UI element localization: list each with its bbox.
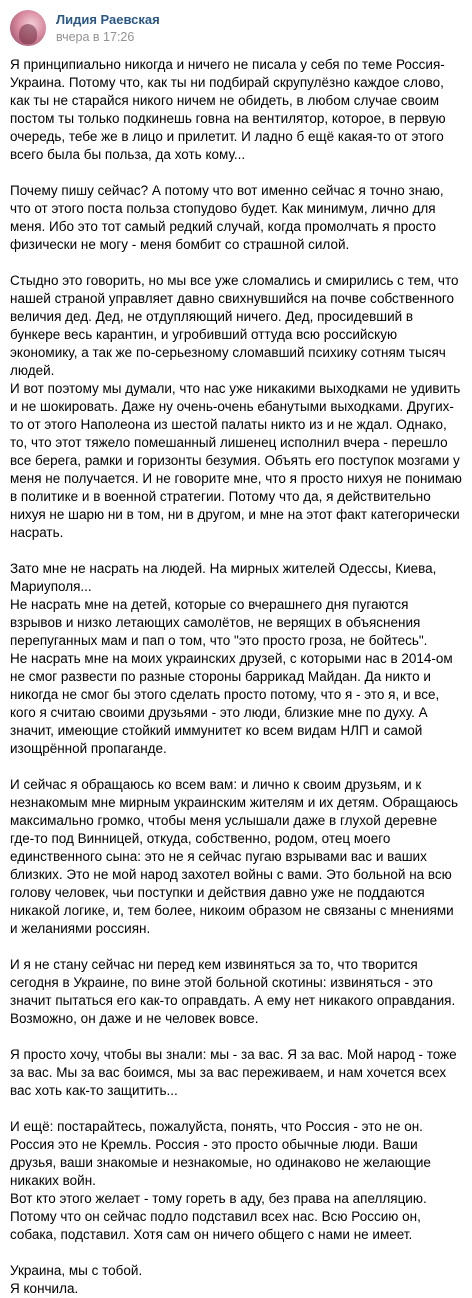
avatar[interactable]: [10, 10, 46, 46]
author-name[interactable]: Лидия Раевская: [56, 12, 160, 27]
post-meta: [56, 11, 160, 45]
post-paragraph: Стыдно это говорить, но мы все уже сломались и смирились с тем, что нашей страной управляет давно свихнувшийся на почве собственного величия дед. Дед, не отдупляющий ничего. Дед, просидевший в бункере весь карантин, и угробивший оттуда всю российскую экономику, а так же по-серьезному сломавший психику сотням тысяч людей. И вот поэтому мы думали, что нас уже никакими выходками не удивить и не шокировать. Даже ну очень-очень ебанутыми выходками. Других-то от этого Наполеона из шестой палаты никто из и не ждал. Однако, то, что этот тяжело помешанный лишенец исполнил вчера - перешло все берега, рамки и горизонты безумия. Объять его поступок мозгами у меня не получается. И не говорите мне, что я просто нихуя не понимаю в политике и в военной стратегии. Потому что да, я действительно нихуя не шарю ни в том, ни в другом, и мне на этот факт категорически насрать.: [10, 273, 462, 540]
post-paragraph: И я не стану сейчас ни перед кем извиняться за то, что творится сегодня в Украине, по вине этой больной скотины: извиняться - это значит пытаться его как-то оправдать. А ему нет никакого оправдания. Возможно, он даже и не человек вовсе.: [10, 957, 456, 1026]
post-header: [10, 8, 462, 48]
paragraph-gap: [10, 254, 462, 272]
paragraph-gap: [10, 164, 462, 182]
post-paragraph: Почему пишу сейчас? А потому что вот именно сейчас я точно знаю, что от этого поста польза стопудово будет. Как минимум, лично для меня. Ибо это тот самый редкий случай, когда промолчать я просто физически не могу - меня бомбит со страшной силой.: [10, 183, 444, 252]
paragraph-gap: [10, 758, 462, 776]
post-paragraph: Я принципиально никогда и ничего не писала у себя по теме Россия-Украина. Потому что, как ты ни подбирай скрупулёзно каждое слово, как ты не старайся никого ничем не обидеть, в любом случае своим постом ты только подкинешь говна на вентилятор, которое, в первую очередь, тебе же в лицо и прилетит. И ладно б ещё какая-то от этого всего была бы польза, да хоть кому...: [10, 57, 446, 162]
post-paragraph: И ещё: постарайтесь, пожалуйста, понять, что Россия - это не он. Россия это не Кремль. Россия - это просто обычные люди. Ваши друзья, ваши знакомые и незнакомые, но одинаково не желающие никаких войн. Вот кто этого желает - тому гореть в аду, без права на апелляцию. Потому что он сейчас подло подставил всех нас. Всю Россию он, собака, подставил. Хотя сам он ничего общего с нами не имеет.: [10, 1119, 431, 1242]
paragraph-gap: [10, 1100, 462, 1118]
post-paragraph: И сейчас я обращаюсь ко всем вам: и лично к своим друзьям, и к незнакомым мне мирным украинским жителям и их детям. Обращаюсь максимально громко, чтобы меня услышали даже в глухой деревне где-то под Винницей, откуда, собственно, родом, отец моего единственного сына: это не я сейчас пугаю взрывами вас и ваших близких. Это не мой народ захотел войны с вами. Это больной на всю голову человек, чьи поступки и действия давно уже не поддаются никакой логике, и, тем более, никоим образом не связаны с мнениями и желаниями россиян.: [10, 777, 459, 936]
post-body: [10, 56, 462, 1298]
paragraph-gap: [10, 1244, 462, 1262]
post-date[interactable]: вчера в 17:26: [56, 30, 135, 44]
post-paragraph: Я просто хочу, чтобы вы знали: мы - за вас. Я за вас. Мой народ - тоже за вас. Мы за вас боимся, мы за вас переживаем, и нам хочется всех вас хоть как-то защитить...: [10, 1047, 457, 1098]
post-paragraph: Зато мне не насрать на людей. На мирных жителей Одессы, Киева, Мариуполя... Не насрать мне на детей, которые со вчерашнего дня пугаются взрывов и низко летающих самолётов, не верящих в объяснения перепуганных мам и пап о том, что "это просто гроза, не бойтесь". Не насрать мне на моих украинских друзей, с которыми нас в 2014-ом не смог развести по разные стороны баррикад Майдан. Да никто и никогда не смог бы этого сделать просто потому, что я - это я, и все, кого я считаю своими друзьями - это люди, близкие мне по духу. А значит, имеющие стойкий иммунитет ко всем видам НЛП и самой изощрённой пропаганде.: [10, 561, 453, 756]
post-paragraph: Украина, мы с тобой. Я кончила.: [10, 1263, 143, 1296]
paragraph-gap: [10, 938, 462, 956]
paragraph-gap: [10, 1028, 462, 1046]
paragraph-gap: [10, 542, 462, 560]
